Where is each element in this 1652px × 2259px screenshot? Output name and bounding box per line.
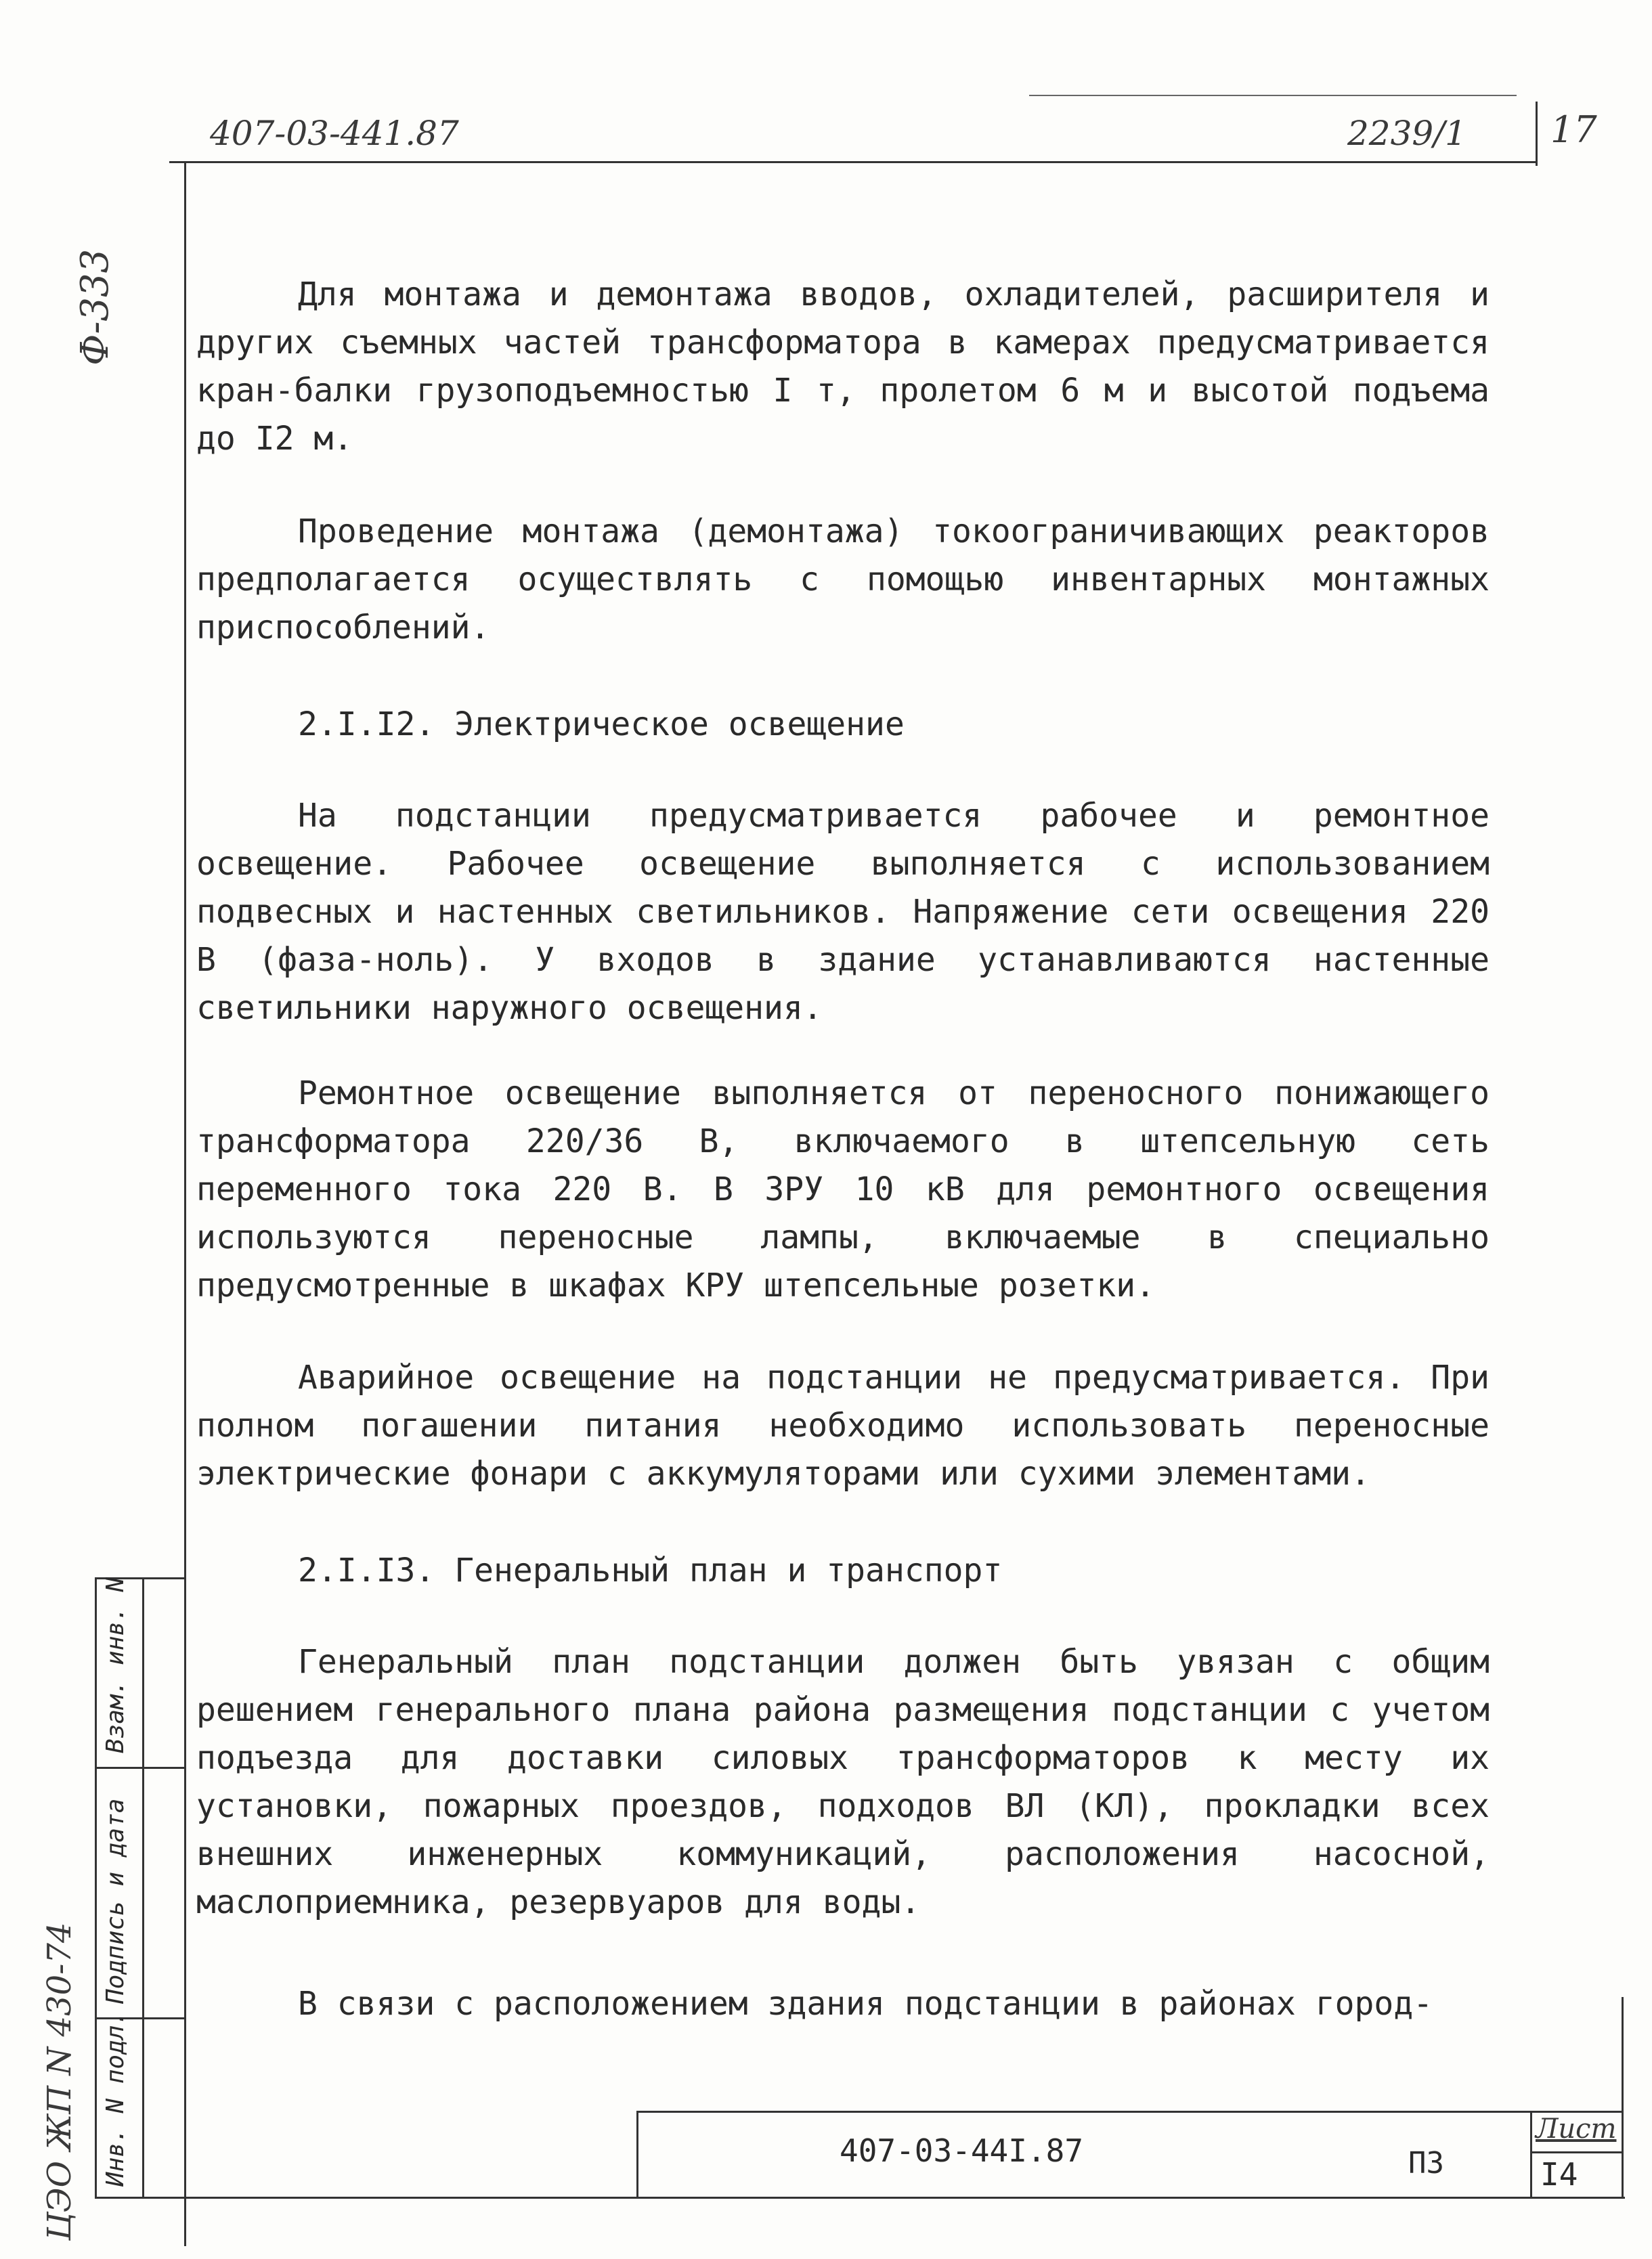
title-block-sheet-number: I4 (1540, 2156, 1578, 2193)
paragraph-reactors: Проведение монтажа (демонтажа) токоограничивающих реакторов предполагается осуществлять с помощью инвентарных монтажных приспособлений. (196, 512, 1490, 646)
header-doc-code: 407-03-441.87 (210, 114, 459, 153)
section-heading-lighting: 2.I.I2. Электрическое освещение (298, 705, 905, 743)
paragraph-general-plan: Генеральный план подстанции должен быть увязан с общим решением генерального плана района размещения подстанции с учетом подъезда для доставки силовых трансформаторов к месту их установки, пожарных проездов, подходов ВЛ (КЛ), прокладки всех внешних инженерных коммуникаций, расположения насосной, маслоприемника, резервуаров для воды. (196, 1643, 1490, 1921)
title-block-section: ПЗ (1408, 2146, 1444, 2180)
header-underline (169, 161, 1537, 163)
paragraph-emergency-lighting: Аварийное освещение на подстанции не предусматривается. При полном погашении питания необходимо использовать переносные электрические фонари с аккумуляторами или сухими элементами. (196, 1359, 1490, 1493)
header-page-divider (1536, 102, 1538, 166)
paragraph-repair-lighting: Ремонтное освещение выполняется от переносного понижающего трансформатора 220/36 В, включаемого в штепсельную сеть переменного тока 220 В. В ЗРУ 10 кВ для ремонтного освещения используются переносные лампы, включаемые в специально предусмотренные в шкафах КРУ штепсельные розетки. (196, 1074, 1490, 1304)
paragraph-cranes: Для монтажа и демонтажа вводов, охладителей, расширителя и других съемных частей трансформатора в камерах предусматривается кран-балки грузоподъемностью I т, пролетом 6 м и высотой подъема до I2 м. (196, 276, 1490, 458)
header-inventory-number: 2239/1 (1347, 114, 1466, 153)
frame-left-line (184, 161, 186, 2246)
title-block-sheet-label: Лист (1536, 2113, 1617, 2145)
margin-code: Ф-333 (73, 248, 117, 366)
header-page-number: 17 (1550, 108, 1597, 151)
frame-right-line (1622, 1997, 1624, 2199)
stamp-signature-date: Подпись и дата (102, 1798, 129, 2004)
title-block-doc-code: 407-03-44I.87 (840, 2132, 1084, 2169)
stamp-replace-inventory: Взам. инв. N (102, 1577, 129, 1753)
stamp-handwritten-archive: ЦЭО ЖП N 430-74 (41, 1922, 79, 2241)
stamp-original-inventory: Инв. N подл. (102, 2010, 129, 2187)
section-heading-general-plan: 2.I.I3. Генеральный план и транспорт (298, 1552, 1003, 1589)
header-top-dash (1029, 95, 1517, 96)
frame-bottom-line (95, 2197, 1625, 2199)
paragraph-working-lighting: На подстанции предусматривается рабочее и ремонтное освещение. Рабочее освещение выполняется с использованием подвесных и настенных светильников. Напряжение сети освещения 220 В (фаза-ноль). У входов в здание устанавливаются настенные светильники наружного освещения. (196, 797, 1490, 1027)
paragraph-city-location: В связи с расположением здания подстанции в районах город- (298, 1985, 1433, 2023)
